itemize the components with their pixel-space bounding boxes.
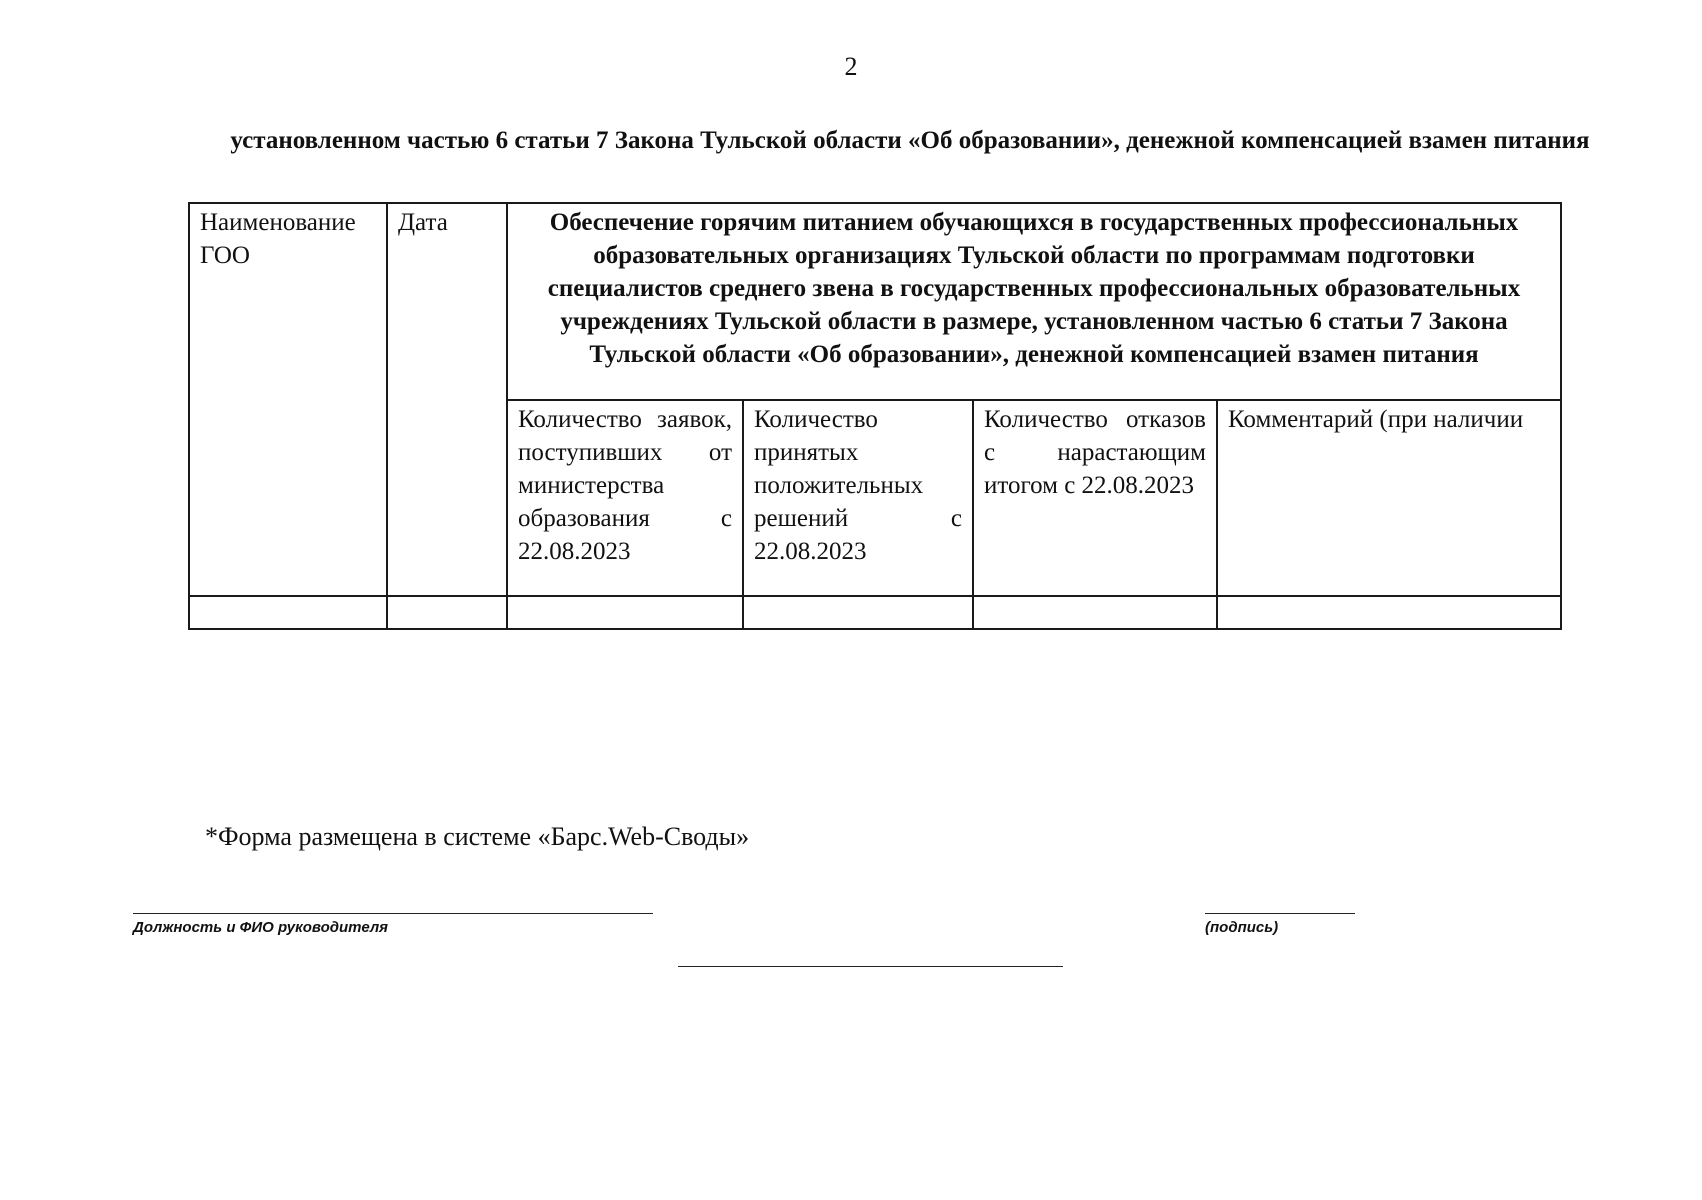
column-header-goo-name: Наименование ГОО bbox=[189, 203, 387, 596]
column-header-comment: Комментарий (при наличии bbox=[1217, 400, 1561, 596]
column-header-applications-count: Количество заявок, поступивших от министерства образования с 22.08.2023 bbox=[507, 400, 743, 596]
table-row bbox=[189, 596, 1561, 629]
report-form-table bbox=[188, 202, 1562, 630]
signature-line bbox=[1205, 913, 1355, 914]
table-header-row bbox=[189, 203, 1561, 400]
table-cell-goo-name[interactable] bbox=[189, 596, 387, 629]
table-cell-date[interactable] bbox=[387, 596, 507, 629]
table-cell-positive-decisions[interactable] bbox=[743, 596, 973, 629]
merged-column-header: Обеспечение горячим питанием обучающихся в государственных профессиональных образовательных организациях Тульской области по программам подготовки специалистов среднего звена в государственных профессиональных образовательных учреждениях Тульской области в размере, установленном частью 6 статьи 7 Закона Тульской области «Об образовании», денежной компенсацией взамен питания bbox=[507, 203, 1561, 400]
column-header-positive-decisions: Количество принятых положительных решений с 22.08.2023 bbox=[743, 400, 973, 596]
closing-divider-line bbox=[678, 966, 1063, 967]
signature-caption: (подпись) bbox=[1205, 919, 1279, 936]
position-name-line bbox=[133, 913, 653, 914]
column-header-refusals: Количество отказов с нарастающим итогом с 22.08.2023 bbox=[973, 400, 1217, 596]
position-name-caption: Должность и ФИО руководителя bbox=[133, 919, 389, 936]
footnote: *Форма размещена в системе «Барс.Web-Своды» bbox=[205, 822, 750, 851]
table-cell-refusals[interactable] bbox=[973, 596, 1217, 629]
document-heading: установленном частью 6 статьи 7 Закона Тульской области «Об образовании», денежной компенсацией взамен питания bbox=[230, 127, 1590, 154]
page-number: 2 bbox=[844, 52, 858, 81]
column-header-date: Дата bbox=[387, 203, 507, 596]
table-cell-comment[interactable] bbox=[1217, 596, 1561, 629]
table-cell-applications[interactable] bbox=[507, 596, 743, 629]
